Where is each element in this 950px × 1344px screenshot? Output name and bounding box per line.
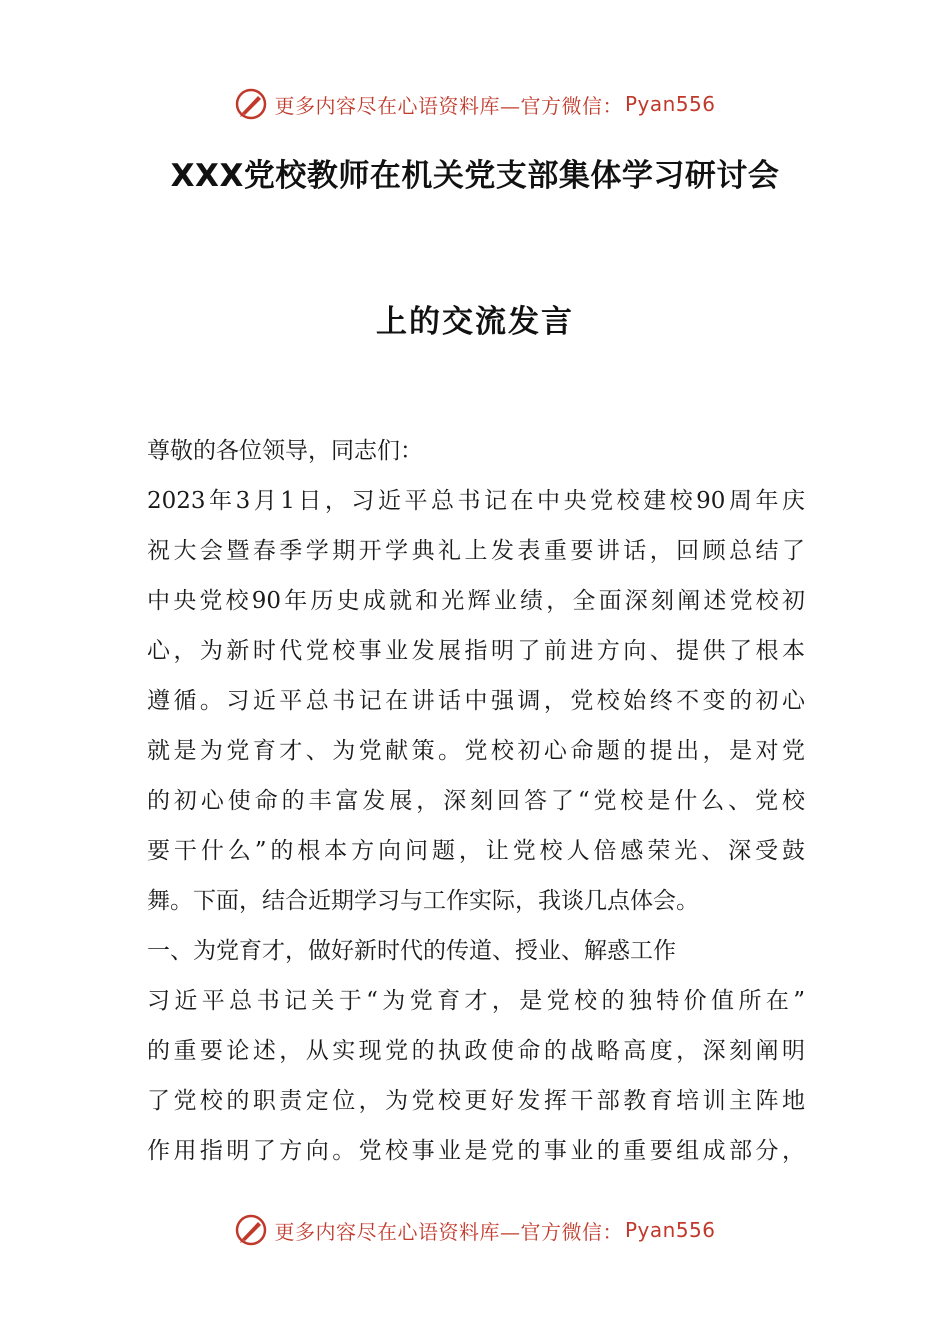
body-line: 心，为新时代党校事业发展指明了前进方向、提供了根本 <box>147 638 805 664</box>
body-line: 中央党校90年历史成就和光辉业绩，全面深刻阐述党校初 <box>147 588 805 614</box>
pen-logo-icon <box>234 87 268 121</box>
pen-logo-icon <box>234 1213 268 1247</box>
body-line: 舞。下面，结合近期学习与工作实际，我谈几点体会。 <box>147 888 699 914</box>
watermark-text: 更多内容尽在心语资料库—官方微信： <box>274 1219 623 1244</box>
watermark-contact: Pyan556 <box>624 1218 716 1242</box>
watermark-text: 更多内容尽在心语资料库—官方微信： <box>274 93 623 118</box>
document-body <box>147 426 805 1176</box>
body-line: 的重要论述，从实现党的执政使命的战略高度，深刻阐明 <box>147 1038 805 1064</box>
body-line: 了党校的职责定位，为党校更好发挥干部教育培训主阵地 <box>147 1088 805 1114</box>
document-title-line-2: 上的交流发言 <box>376 304 574 340</box>
section-heading-1: 一、为党育才，做好新时代的传道、授业、解惑工作 <box>147 938 676 964</box>
watermark-footer <box>0 1210 950 1250</box>
body-line: 作用指明了方向。党校事业是党的事业的重要组成部分， <box>147 1138 805 1164</box>
body-line: 要干什么”的根本方向问题，让党校人倍感荣光、深受鼓 <box>147 838 805 864</box>
watermark-header <box>0 84 950 124</box>
body-line: 习近平总书记关于“为党育才，是党校的独特价值所在” <box>147 988 805 1014</box>
body-line: 遵循。习近平总书记在讲话中强调，党校始终不变的初心 <box>147 688 805 714</box>
body-line: 就是为党育才、为党献策。党校初心命题的提出，是对党 <box>147 738 805 764</box>
watermark-contact: Pyan556 <box>624 92 716 116</box>
body-line: 的初心使命的丰富发展，深刻回答了“党校是什么、党校 <box>147 788 805 814</box>
body-line: 2023年3月1日，习近平总书记在中央党校建校90周年庆 <box>147 488 805 514</box>
document-title-line-1: XXX党校教师在机关党支部集体学习研讨会 <box>170 158 780 194</box>
body-line: 祝大会暨春季学期开学典礼上发表重要讲话，回顾总结了 <box>147 538 805 564</box>
body-line-salutation: 尊敬的各位领导，同志们： <box>147 438 423 464</box>
